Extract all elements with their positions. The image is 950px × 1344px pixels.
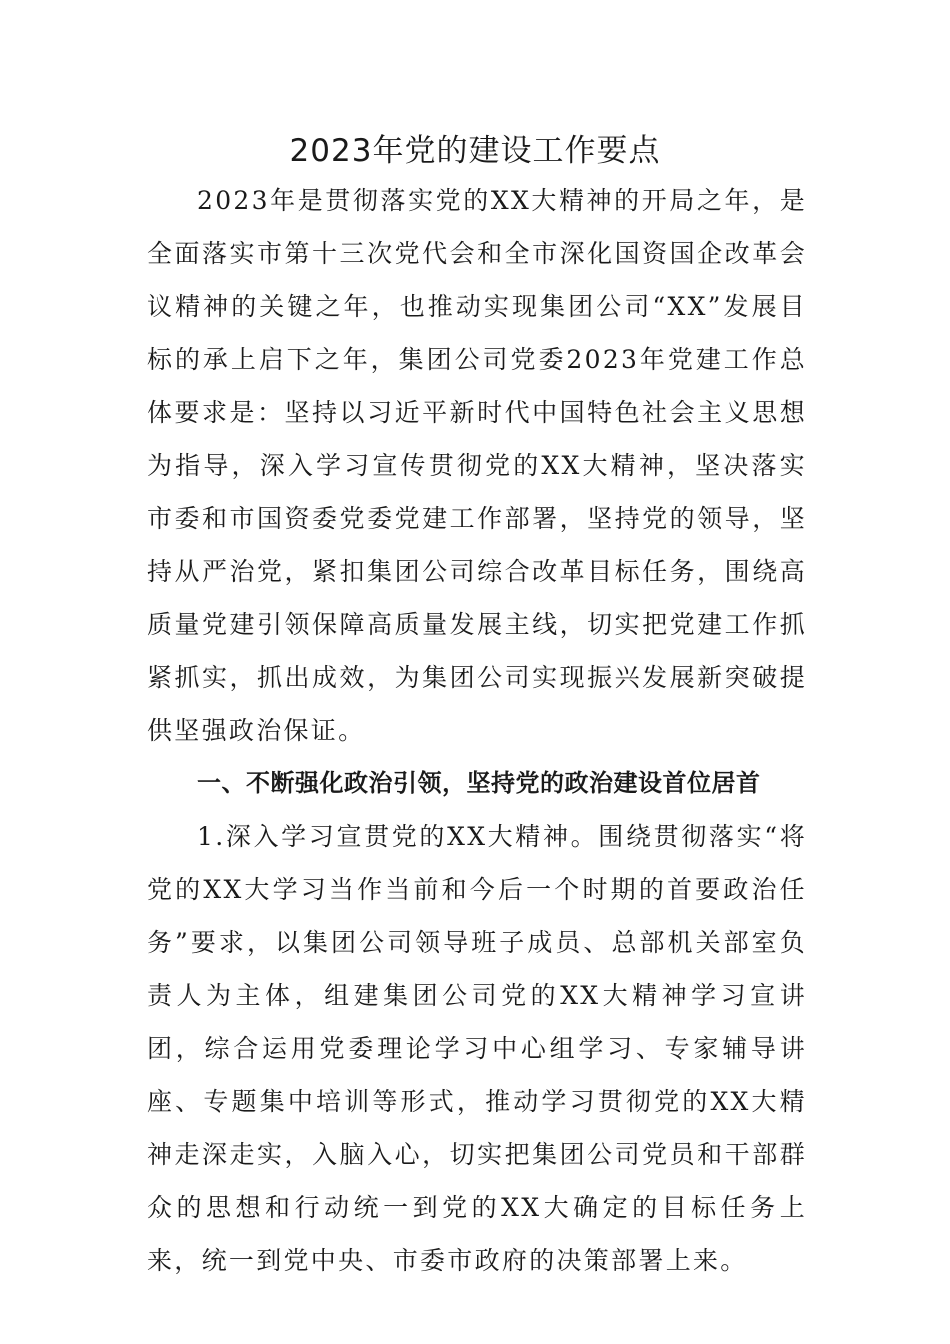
item-paragraph: 1.深入学习宣贯党的XX大精神。围绕贯彻落实“将党的XX大学习当作当前和今后一个时期的首要政治任务”要求，以集团公司领导班子成员、总部机关部室负责人为主体，组建集团公司党的XX大精神学习宣讲团，综合运用党委理论学习中心组学习、专家辅导讲座、专题集中培训等形式，推动学习贯彻党的XX大精神走深走实，入脑入心，切实把集团公司党员和干部群众的思想和行动统一到党的XX大确定的目标任务上来，统一到党中央、市委市政府的决策部署上来。	[147, 822, 807, 1275]
intro-paragraph: 2023年是贯彻落实党的XX大精神的开局之年，是全面落实市第十三次党代会和全市深化国资国企改革会议精神的关键之年，也推动实现集团公司“XX”发展目标的承上启下之年，集团公司党委2023年党建工作总体要求是：坚持以习近平新时代中国特色社会主义思想为指导，深入学习宣传贯彻党的XX大精神，坚决落实市委和市国资委党委党建工作部署，坚持党的领导，坚持从严治党，紧扣集团公司综合改革目标任务，围绕高质量党建引领保障高质量发展主线，切实把党建工作抓紧抓实，抓出成效，为集团公司实现振兴发展新突破提供坚强政治保证。	[147, 186, 807, 745]
document-body	[147, 174, 807, 1287]
document-title: 2023年党的建设工作要点	[289, 133, 661, 169]
section-heading: 一、不断强化政治引领，坚持党的政治建设首位居首	[197, 769, 761, 797]
